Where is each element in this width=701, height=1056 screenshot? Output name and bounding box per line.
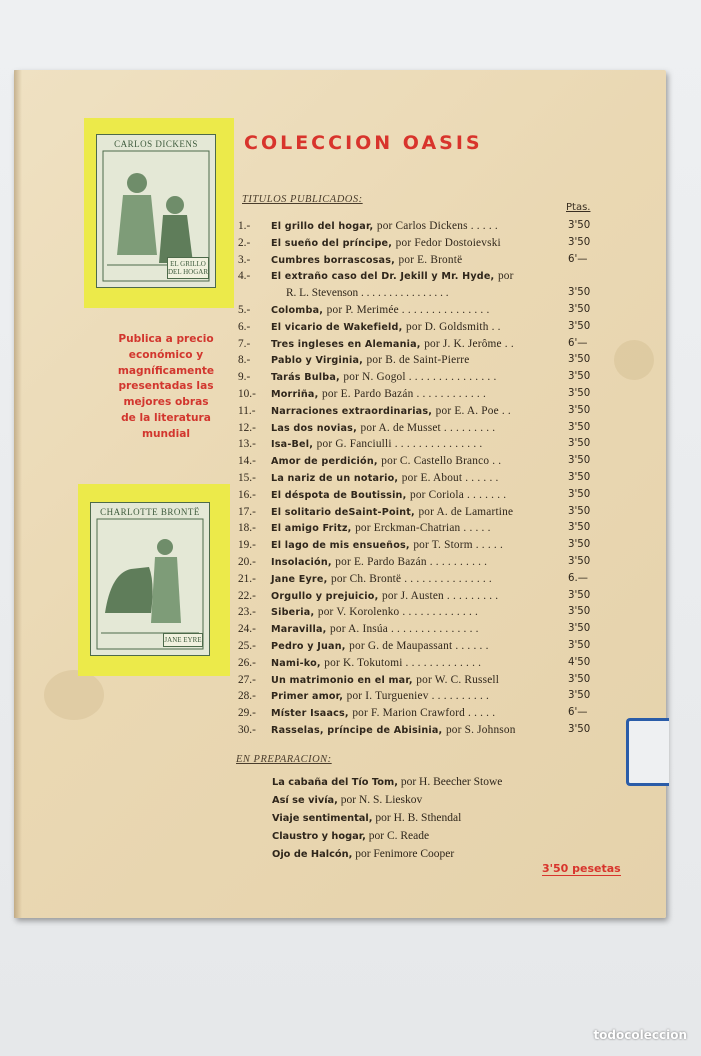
title-author: por Ch. Brontë . . . . . . . . . . . . . . . [330,572,492,585]
title-price: 3'50 [568,673,591,685]
title-author: por E. Pardo Bazán . . . . . . . . . . . . [321,387,487,400]
title-row [238,438,608,455]
title-price: 3'50 [568,589,591,601]
title-author: por N. Gogol . . . . . . . . . . . . . . . [343,371,497,384]
title-number: 28.- [238,690,256,703]
title-name [271,237,501,249]
watermark: todocoleccion [593,1028,687,1042]
title-price: 3'50 [568,387,591,399]
title-text: Orgullo y prejuicio, [271,590,379,602]
title-text: El grillo del hogar, [271,221,374,232]
title-name [271,321,501,333]
title-row [238,640,608,657]
prep-title: Así se vivía, [272,795,338,806]
title-row [238,388,608,405]
title-price: 3'50 [568,438,591,450]
thumbnail-label-line: JANE EYRE [164,636,202,644]
title-row [238,707,608,724]
title-number: 24.- [238,623,256,636]
title-author: por V. Korolenko . . . . . . . . . . . . . [317,606,479,619]
title-price: 3'50 [568,723,591,735]
title-author: por G. Fanciulli . . . . . . . . . . . . . . . [316,438,483,451]
spine-shadow [14,70,22,918]
title-name [271,590,498,602]
prep-row [272,812,612,830]
title-number: 18.- [238,522,256,535]
title-text: Tarás Bulba, [271,372,340,384]
promo-line: magníficamente [117,364,215,377]
title-author: por Erckman-Chatrian . . . . . [355,522,491,535]
title-author: por G. de Maupassant . . . . . . [349,639,489,652]
promo-line: mundial [141,427,191,440]
mini-book-cover [96,134,216,288]
title-text: Maravilla, [271,624,327,636]
thumbnail-book-label [163,633,203,647]
title-author: por [497,270,514,283]
title-price: 3'50 [568,522,591,534]
title-row [238,657,608,674]
title-name [271,371,496,383]
title-row [238,287,608,304]
title-price: 3'50 [568,606,591,618]
prep-author: por H. B. Sthendal [375,812,462,824]
blue-sticker [626,718,669,786]
thumbnail-author: CHARLOTTE BRONTË [100,507,200,517]
title-name [271,304,490,316]
title-price: 3'50 [568,471,591,483]
price-note: 3'50 pesetas [542,862,621,875]
title-row [238,724,608,741]
title-price: 3'50 [568,455,591,467]
title-text: El vicario de Wakefield, [271,321,403,333]
title-name [271,573,492,585]
thumbnail-book-label [167,257,209,279]
title-text: Tres ingleses en Alemania, [271,338,421,350]
title-row [238,354,608,371]
title-text: El solitario deSaint-Point, [271,506,415,518]
title-number: 13.- [238,438,256,451]
title-row [238,539,608,556]
title-author: por E. Pardo Bazán . . . . . . . . . . [335,555,488,568]
title-author: por E. A. Poe . . [435,404,511,417]
thumbnail-author: CARLOS DICKENS [114,139,198,149]
title-author: por Coriola . . . . . . . [409,488,507,501]
title-number: 2.- [238,236,251,249]
title-text: Las dos novias, [271,422,357,434]
title-row [238,573,608,590]
prep-row [272,830,612,848]
title-row [238,422,608,439]
title-row [238,522,608,539]
title-name [271,422,495,434]
title-text: El extraño caso del Dr. Jekill y Mr. Hyde, [271,271,495,283]
title-name [271,623,479,635]
title-number: 11.- [238,404,256,417]
title-price: 4'50 [568,656,591,668]
prep-title: Viaje sentimental, [272,813,373,824]
title-number: 9.- [238,371,251,384]
promo-line: económico y [128,348,204,361]
title-row [238,674,608,691]
title-price: 3'50 [568,555,591,567]
title-author: por J. K. Jerôme . . [424,337,514,350]
title-name [271,455,501,467]
book-back-cover [14,70,666,918]
title-price: 3'50 [568,539,591,551]
title-price: 3'50 [568,488,591,500]
title-row [238,489,608,506]
title-number: 4.- [238,270,251,283]
title-name [271,438,482,450]
title-author: por S. Johnson [445,723,516,736]
title-number: 22.- [238,589,256,602]
promo-line: mejores obras [123,396,209,409]
title-name [271,657,481,669]
title-text: Rasselas, príncipe de Abisinia, [271,724,443,736]
title-name [271,388,486,400]
title-author: por Carlos Dickens . . . . . [376,220,498,232]
title-text: Primer amor, [271,691,344,703]
title-text: Cumbres borrascosas, [271,254,395,266]
title-name [271,724,516,736]
thumbnail-el-grillo-del-hogar [84,118,234,308]
prep-author: por C. Reade [368,830,430,842]
paper-stain [614,340,654,380]
title-number: 14.- [238,455,256,468]
title-number: 20.- [238,555,256,568]
title-row [238,237,608,254]
prep-title: Claustro y hogar, [272,831,366,842]
mini-book-cover [90,502,210,656]
title-number: 15.- [238,471,256,484]
title-name [271,220,498,232]
title-price: 3'50 [568,421,591,433]
title-price: 6.— [568,572,588,584]
title-row [238,623,608,640]
title-row [238,606,608,623]
title-number: 19.- [238,539,256,552]
title-text: El lago de mis ensueños, [271,540,410,552]
title-number: 26.- [238,656,256,669]
title-number: 3.- [238,253,251,266]
title-price: 3'50 [568,690,591,702]
title-text: Morriña, [271,388,319,400]
title-text: Nami-ko, [271,657,321,669]
title-price: 3'50 [568,287,591,299]
title-price: 3'50 [568,303,591,315]
title-author: por J. Austen . . . . . . . . . [381,589,499,602]
title-author: por E. About . . . . . . [401,471,499,484]
title-author: por P. Merimée . . . . . . . . . . . . . . . [326,303,490,316]
title-price: 3'50 [568,320,591,332]
thumbnail-label-line: DEL HOGAR [168,268,208,276]
prep-row [272,776,612,794]
title-text: Pedro y Juan, [271,640,346,652]
title-number: 7.- [238,337,251,350]
published-titles-label: TITULOS PUBLICADOS: [242,194,363,205]
title-number: 27.- [238,673,256,686]
title-price: 3'50 [568,220,591,231]
title-author: por A. Insúa . . . . . . . . . . . . . . . [330,623,479,636]
promo-line: presentadas las [118,380,214,393]
title-number: 1.- [238,220,251,232]
thumbnail-label-line: EL GRILLO [170,260,206,268]
title-author: por A. de Musset . . . . . . . . . [360,421,496,434]
title-row [238,220,608,237]
promo-line: Publica a precio [118,333,214,345]
title-price: 3'50 [568,623,591,635]
prep-title: Ojo de Halcón, [272,849,353,860]
title-name [271,270,514,282]
title-name [271,338,514,350]
title-text: Jane Eyre, [271,573,328,585]
promo-text [106,332,226,443]
title-name [271,522,491,534]
title-name [271,707,495,719]
title-name [271,674,499,686]
title-author: por E. Brontë [398,253,463,266]
title-number: 12.- [238,421,256,434]
title-row [238,405,608,422]
title-author: por C. Castello Branco . . [381,455,502,468]
title-name [271,405,511,417]
in-preparation-list [272,776,612,866]
title-row [238,455,608,472]
title-number: 17.- [238,505,256,518]
title-author: por K. Tokutomi . . . . . . . . . . . . . [324,656,482,669]
title-price: 3'50 [568,639,591,651]
title-name [271,640,489,652]
title-price: 6'— [568,707,588,719]
title-name [271,556,487,568]
title-name [271,254,462,266]
title-number: 21.- [238,572,256,585]
prep-author: por H. Beecher Stowe [400,776,503,788]
title-number: 10.- [238,387,256,400]
thumbnail-jane-eyre [78,484,230,676]
prep-author: por Fenimore Cooper [355,848,455,860]
title-number: 16.- [238,488,256,501]
title-author: por F. Marion Crawford . . . . . [352,707,496,720]
title-price: 3'50 [568,371,591,383]
title-text: Siberia, [271,607,315,619]
title-text: El sueño del príncipe, [271,237,393,249]
title-author: por W. C. Russell [416,673,500,686]
title-text: Isa-Bel, [271,439,314,451]
title-text: Míster Isaacs, [271,708,349,720]
title-text: Insolación, [271,556,332,568]
title-text: Amor de perdición, [271,456,378,468]
prep-author: por N. S. Lieskov [340,794,423,806]
title-price: 3'50 [568,404,591,416]
title-author: por I. Turgueniev . . . . . . . . . . [346,690,490,703]
title-author: por B. de Saint-Pierre [366,354,470,367]
title-row [238,590,608,607]
paper-stain [44,670,104,720]
title-number: 30.- [238,723,256,736]
title-row [238,556,608,573]
title-author: por A. de Lamartine [418,505,514,518]
title-name [271,472,499,484]
title-price: 6'— [568,337,588,349]
title-price: 3'50 [568,505,591,517]
title-number: 6.- [238,320,251,333]
title-number: 5.- [238,303,251,316]
title-name [271,606,478,618]
title-price: 6'— [568,253,588,265]
title-text: La nariz de un notario, [271,472,399,484]
title-text: El déspota de Boutissin, [271,489,407,501]
title-row [238,371,608,388]
title-text: El amigo Fritz, [271,523,352,535]
title-text: Colomba, [271,304,324,316]
title-name [271,539,503,551]
price-column-header: Ptas. [566,202,591,213]
title-name [271,506,513,518]
title-author: por T. Storm . . . . . [413,539,503,552]
title-text: Pablo y Virginia, [271,355,363,367]
title-number: 23.- [238,606,256,619]
title-author: por Fedor Dostoievski [395,236,501,249]
title-price: 3'50 [568,354,591,366]
promo-line: de la literatura [121,411,211,424]
title-row [238,304,608,321]
title-row [238,472,608,489]
title-row [238,254,608,271]
title-name [271,354,469,366]
title-text: Narraciones extraordinarias, [271,405,433,417]
in-preparation-label: EN PREPARACION: [236,754,332,765]
prep-title: La cabaña del Tío Tom, [272,777,398,788]
title-row [238,690,608,707]
title-number: 8.- [238,354,251,367]
title-price: 3'50 [568,236,591,248]
title-author: R. L. Stevenson . . . . . . . . . . . . . . . . [286,287,449,300]
title-number: 29.- [238,707,256,720]
published-titles-list [238,220,608,741]
title-number: 25.- [238,639,256,652]
title-author: por D. Goldsmith . . [406,320,501,333]
title-row [238,270,608,287]
prep-row [272,794,612,812]
collection-title: COLECCION OASIS [244,132,483,154]
title-row [238,338,608,355]
title-text: Un matrimonio en el mar, [271,674,413,686]
title-row [238,506,608,523]
title-name [271,489,506,501]
title-name [271,690,489,702]
title-row [238,321,608,338]
